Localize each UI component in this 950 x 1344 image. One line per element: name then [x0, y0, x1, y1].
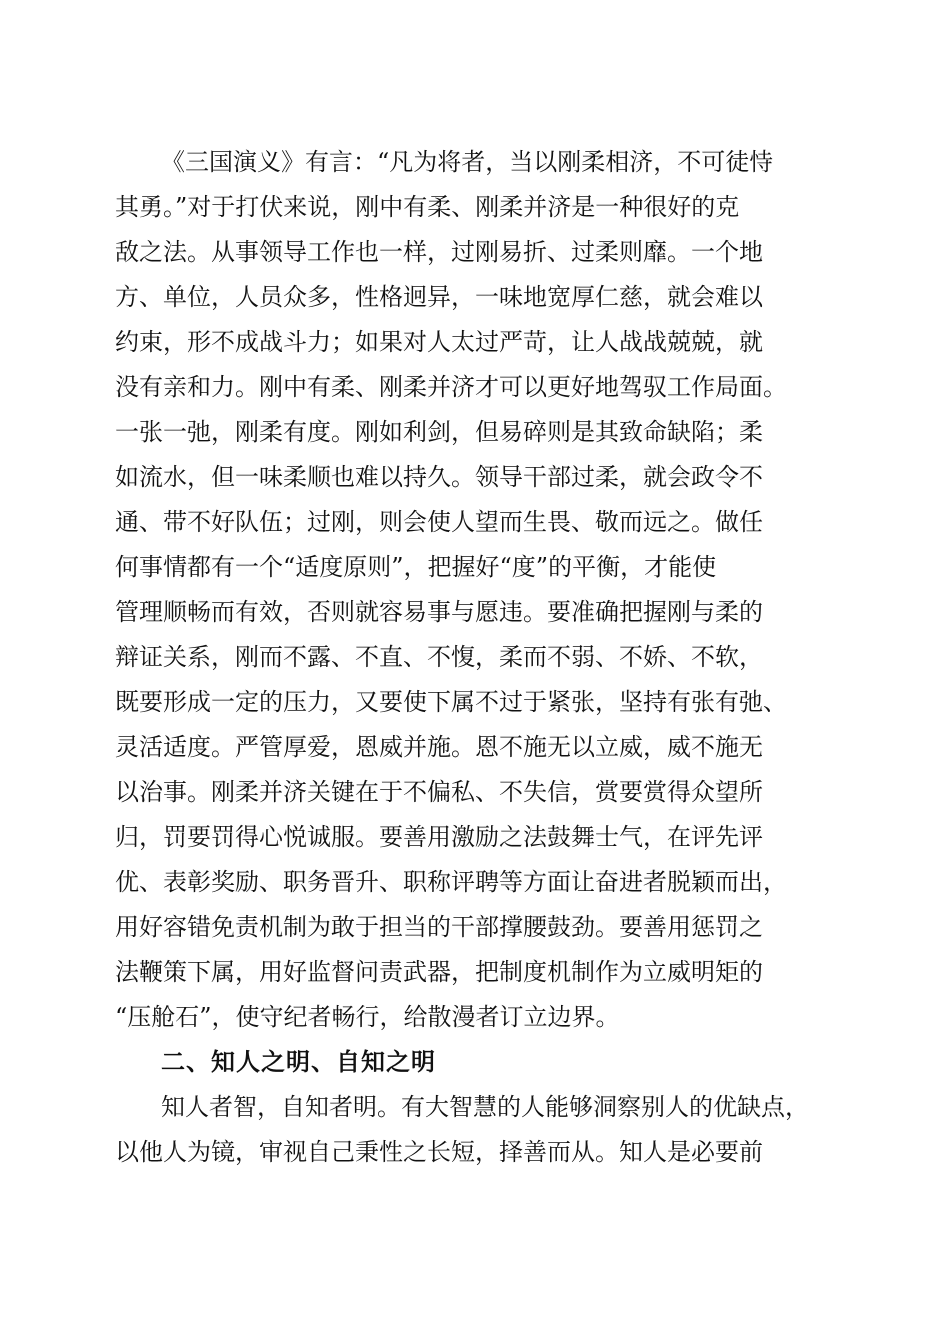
paragraph-line: 敌之法。从事领导工作也一样，过刚易折、过柔则靡。一个地 — [115, 238, 763, 266]
paragraph-line: 方、单位，人员众多，性格迥异，一味地宽厚仁慈，就会难以 — [115, 283, 763, 311]
paragraph-line: 其勇。”对于打伏来说，刚中有柔、刚柔并济是一种很好的克 — [115, 193, 740, 221]
paragraph-line: 通、带不好队伍；过刚，则会使人望而生畏、敬而远之。做任 — [115, 508, 763, 536]
paragraph-line: 以他人为镜，审视自己秉性之长短，择善而从。知人是必要前 — [115, 1138, 763, 1166]
paragraph-line: 约束，形不成战斗力；如果对人太过严苛，让人战战兢兢，就 — [115, 328, 763, 356]
paragraph-line: 用好容错免责机制为敢于担当的干部撑腰鼓劲。要善用惩罚之 — [115, 913, 763, 941]
section-heading: 二、知人之明、自知之明 — [161, 1048, 436, 1076]
paragraph-line: 知人者智，自知者明。有大智慧的人能够洞察别人的优缺点， — [161, 1093, 809, 1121]
paragraph-line: “压舱石”，使守纪者畅行，给散漫者订立边界。 — [115, 1003, 620, 1031]
paragraph-line: 优、表彰奖励、职务晋升、职称评聘等方面让奋进者脱颖而出， — [115, 868, 787, 896]
document-body — [115, 140, 835, 1175]
paragraph-line: 《三国演义》有言：“凡为将者，当以刚柔相济，不可徒恃 — [161, 148, 774, 176]
paragraph-line: 没有亲和力。刚中有柔、刚柔并济才可以更好地驾驭工作局面。 — [115, 373, 787, 401]
paragraph-line: 法鞭策下属，用好监督问责武器，把制度机制作为立威明矩的 — [115, 958, 763, 986]
paragraph-line: 一张一弛，刚柔有度。刚如利剑，但易碎则是其致命缺陷；柔 — [115, 418, 763, 446]
paragraph-line: 管理顺畅而有效，否则就容易事与愿违。要准确把握刚与柔的 — [115, 598, 763, 626]
paragraph-line: 何事情都有一个“适度原则”，把握好“度”的平衡，才能使 — [115, 553, 717, 581]
paragraph-line: 归，罚要罚得心悦诚服。要善用激励之法鼓舞士气，在评先评 — [115, 823, 763, 851]
paragraph-line: 既要形成一定的压力，又要使下属不过于紧张，坚持有张有弛、 — [115, 688, 787, 716]
paragraph-line: 辩证关系，刚而不露、不直、不愎，柔而不弱、不娇、不软， — [115, 643, 763, 671]
paragraph-line: 灵活适度。严管厚爱，恩威并施。恩不施无以立威，威不施无 — [115, 733, 763, 761]
paragraph-line: 以治事。刚柔并济关键在于不偏私、不失信，赏要赏得众望所 — [115, 778, 763, 806]
paragraph-line: 如流水，但一味柔顺也难以持久。领导干部过柔，就会政令不 — [115, 463, 763, 491]
